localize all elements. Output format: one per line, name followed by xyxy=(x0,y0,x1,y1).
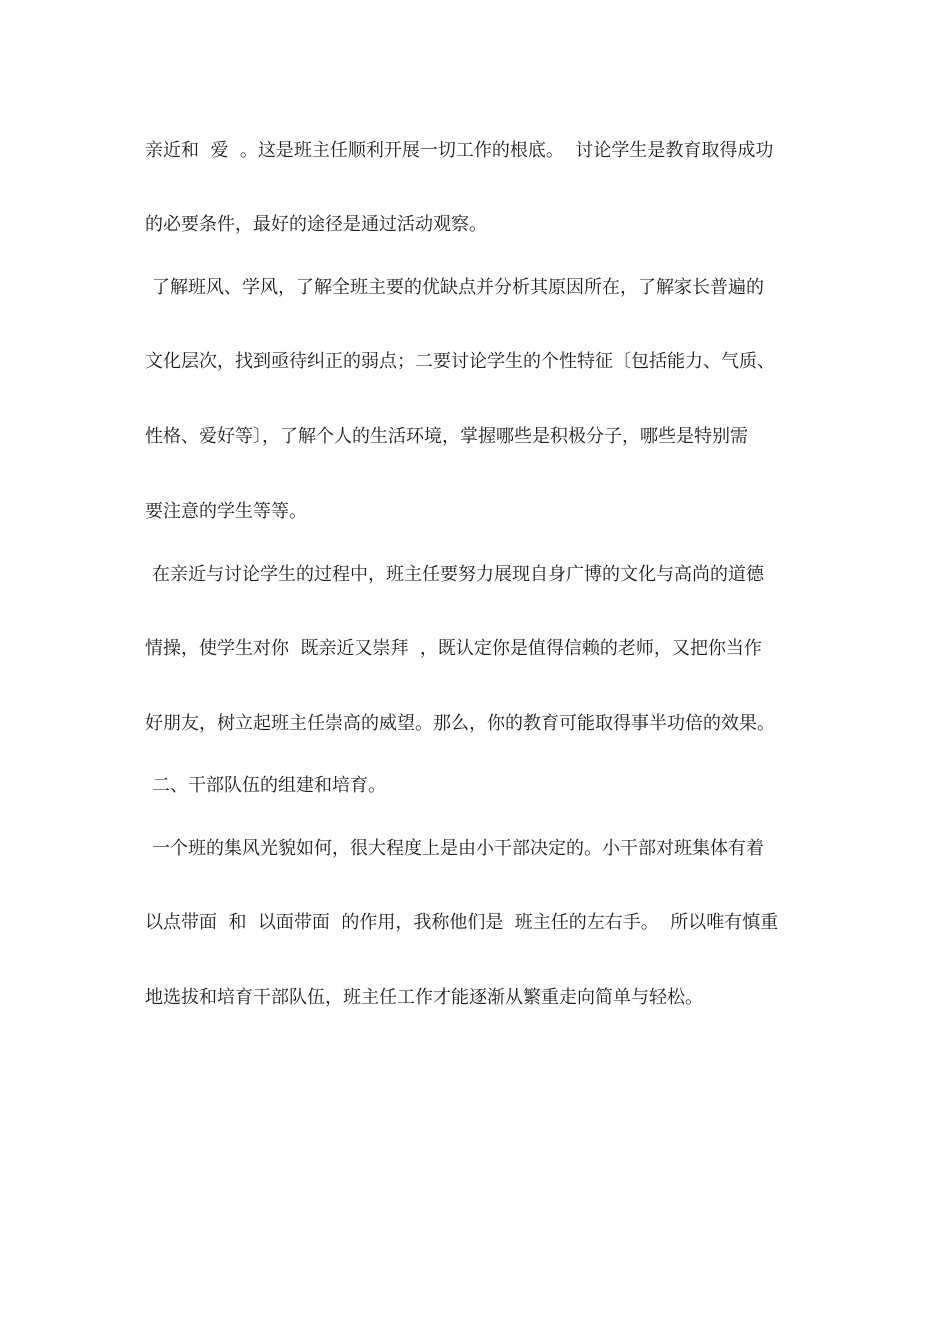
text-line-2: 的必要条件，最好的途径是通过活动观察。 xyxy=(145,214,487,235)
text-line-4: 文化层次，找到亟待纠正的弱点；二要讨论学生的个性特征〔包括能力、气质、 xyxy=(145,351,775,372)
text-line-7: 在亲近与讨论学生的过程中，班主任要努力展现自身广博的文化与高尚的道德 xyxy=(152,564,764,585)
section-heading: 二、干部队伍的组建和培育。 xyxy=(152,775,386,796)
text-line-9: 好朋友，树立起班主任崇高的威望。那么，你的教育可能取得事半功倍的效果。 xyxy=(145,713,775,734)
text-line-12: 以点带面 和 以面带面 的作用，我称他们是 班主任的左右手。 所以唯有慎重 xyxy=(145,912,779,933)
text-line-5: 性格、爱好等〕，了解个人的生活环境，掌握哪些是积极分子，哪些是特别需 xyxy=(145,426,748,447)
text-line-6: 要注意的学生等等。 xyxy=(145,501,307,522)
text-line-1: 亲近和 爱 。这是班主任顺利开展一切工作的根底。 讨论学生是教育取得成功 xyxy=(145,140,774,161)
text-line-3: 了解班风、学风，了解全班主要的优缺点并分析其原因所在，了解家长普遍的 xyxy=(152,277,764,298)
text-line-8: 情操，使学生对你 既亲近又崇拜 ，既认定你是值得信赖的老师，又把你当作 xyxy=(145,638,762,659)
text-line-13: 地选拔和培育干部队伍，班主任工作才能逐渐从繁重走向简单与轻松。 xyxy=(145,987,703,1008)
text-line-11: 一个班的集风光貌如何，很大程度上是由小干部决定的。小干部对班集体有着 xyxy=(152,838,764,859)
